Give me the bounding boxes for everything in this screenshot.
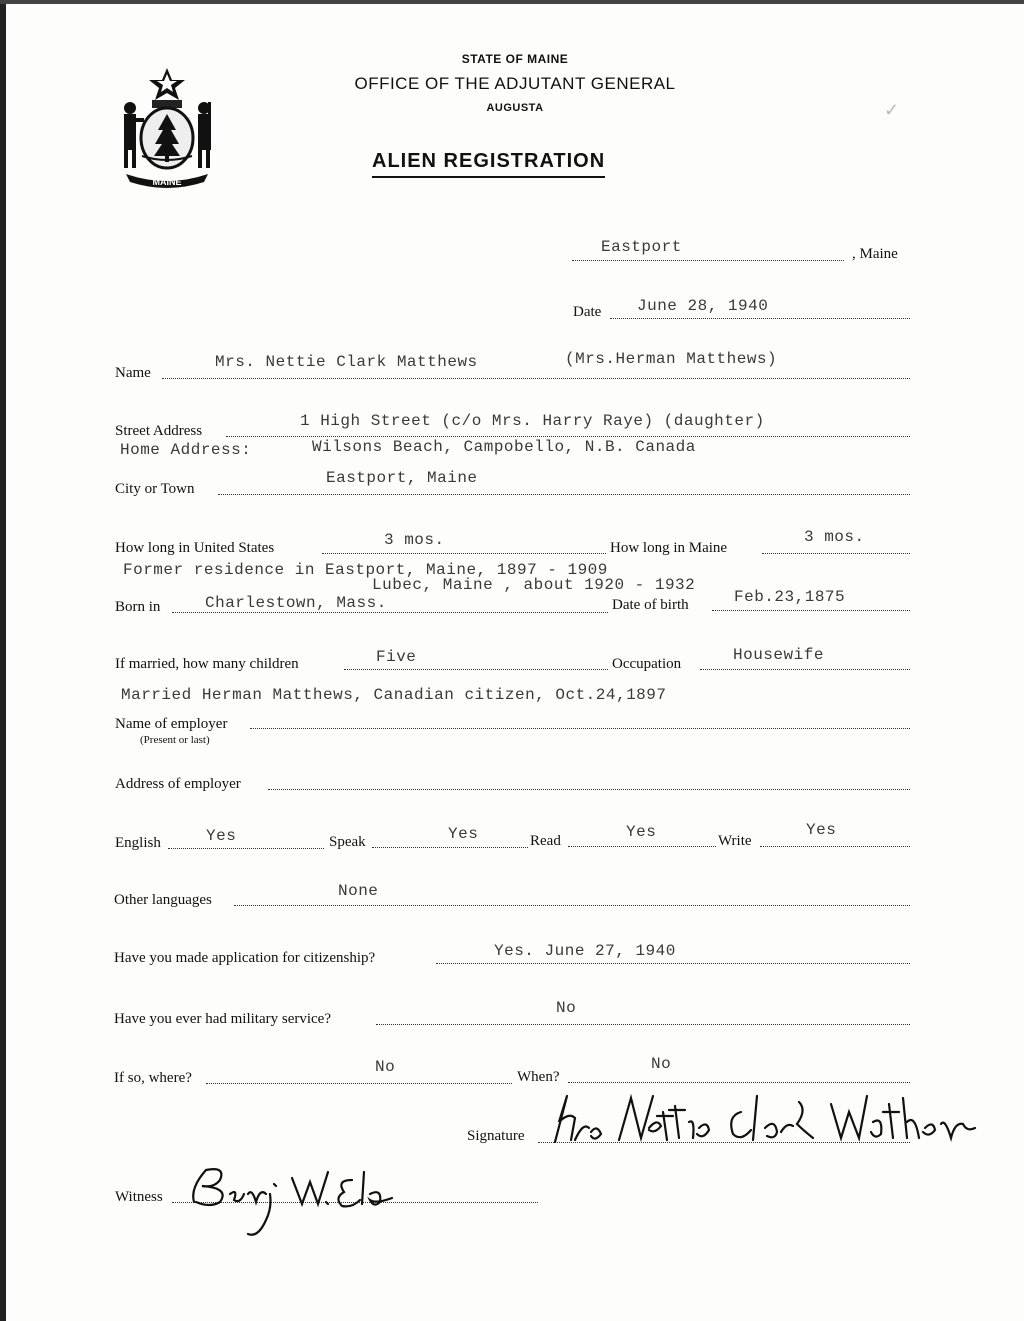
employer-label: Name of employer [115, 716, 228, 732]
how-long-maine-label: How long in Maine [610, 540, 728, 556]
dob-line [712, 610, 910, 611]
other-languages-label: Other languages [114, 892, 212, 908]
town-line [572, 260, 844, 261]
street-value: 1 High Street (c/o Mrs. Harry Raye) (daughter) [300, 412, 765, 430]
date-value: June 28, 1940 [637, 297, 769, 315]
when-value: No [651, 1055, 672, 1073]
header-city: AUGUSTA [486, 102, 544, 114]
town-suffix: , Maine [852, 246, 898, 262]
where-line [206, 1083, 512, 1084]
former-residence-line1: Former residence in Eastport, Maine, 1897 - 1909 [123, 561, 608, 579]
write-value: Yes [806, 821, 837, 839]
city-line [218, 494, 910, 495]
city-label: City or Town [115, 481, 195, 497]
employer-address-label: Address of employer [115, 776, 241, 792]
other-languages-line [234, 905, 910, 906]
witness-label: Witness [115, 1189, 163, 1205]
speak-value: Yes [448, 825, 479, 843]
name-alias: (Mrs.Herman Matthews) [565, 350, 778, 368]
occupation-label: Occupation [612, 656, 682, 672]
dob-label: Date of birth [612, 597, 689, 613]
how-long-us-label: How long in United States [115, 540, 275, 556]
military-line [376, 1024, 910, 1025]
header-state: STATE OF MAINE [461, 52, 569, 66]
check-mark-icon: ✓ [884, 100, 900, 121]
write-line [760, 846, 910, 847]
name-line [162, 378, 910, 379]
signature-handwriting [545, 1082, 995, 1150]
maine-seal-icon [112, 64, 222, 190]
where-value: No [375, 1058, 396, 1076]
when-label: When? [517, 1069, 560, 1085]
witness-handwriting [186, 1158, 416, 1244]
born-line [172, 612, 608, 613]
date-label: Date [573, 304, 602, 320]
city-value: Eastport, Maine [326, 469, 478, 487]
how-long-maine-value: 3 mos. [804, 528, 865, 546]
home-value: Wilsons Beach, Campobello, N.B. Canada [312, 438, 696, 456]
read-line [568, 846, 716, 847]
born-label: Born in [115, 599, 161, 615]
employer-sublabel: (Present or last) [140, 734, 210, 746]
military-label: Have you ever had military service? [114, 1011, 331, 1027]
signature-label: Signature [467, 1128, 525, 1144]
citizenship-line [436, 963, 910, 964]
military-value: No [556, 999, 577, 1017]
citizenship-value: Yes. June 27, 1940 [494, 942, 676, 960]
children-value: Five [376, 648, 417, 666]
town-value: Eastport [601, 238, 682, 256]
where-label: If so, where? [114, 1070, 192, 1086]
street-label: Street Address [115, 423, 203, 439]
employer-address-line [268, 789, 910, 790]
occupation-value: Housewife [733, 646, 824, 664]
form-title: ALIEN REGISTRATION [372, 150, 605, 178]
scan-edge-top [0, 0, 1024, 4]
write-label: Write [718, 833, 752, 849]
seal-text: MAINE [152, 177, 182, 187]
how-long-us-value: 3 mos. [384, 531, 445, 549]
read-label: Read [530, 833, 561, 849]
scan-edge-left [0, 0, 6, 1321]
married-note: Married Herman Matthews, Canadian citizen, Oct.24,1897 [121, 686, 667, 704]
dob-value: Feb.23,1875 [734, 588, 846, 606]
how-long-maine-line [762, 553, 910, 554]
read-value: Yes [626, 823, 657, 841]
english-value: Yes [206, 827, 237, 845]
former-residence-line2: Lubec, Maine , about 1920 - 1932 [372, 576, 696, 594]
street-line [226, 436, 910, 437]
occupation-line [700, 669, 910, 670]
born-value: Charlestown, Mass. [205, 594, 387, 612]
date-line [610, 318, 910, 319]
speak-line [372, 847, 528, 848]
header-office: OFFICE OF THE ADJUTANT GENERAL [354, 74, 676, 93]
english-line [168, 848, 324, 849]
how-long-us-line [322, 553, 606, 554]
employer-line [250, 728, 910, 729]
name-label: Name [115, 365, 151, 381]
citizenship-label: Have you made application for citizenship? [114, 950, 376, 966]
children-label: If married, how many children [115, 656, 299, 672]
other-languages-value: None [338, 882, 379, 900]
children-line [344, 669, 608, 670]
home-label: Home Address: [120, 441, 252, 459]
name-value: Mrs. Nettie Clark Matthews [215, 353, 478, 371]
speak-label: Speak [329, 834, 366, 850]
english-label: English [115, 835, 161, 851]
